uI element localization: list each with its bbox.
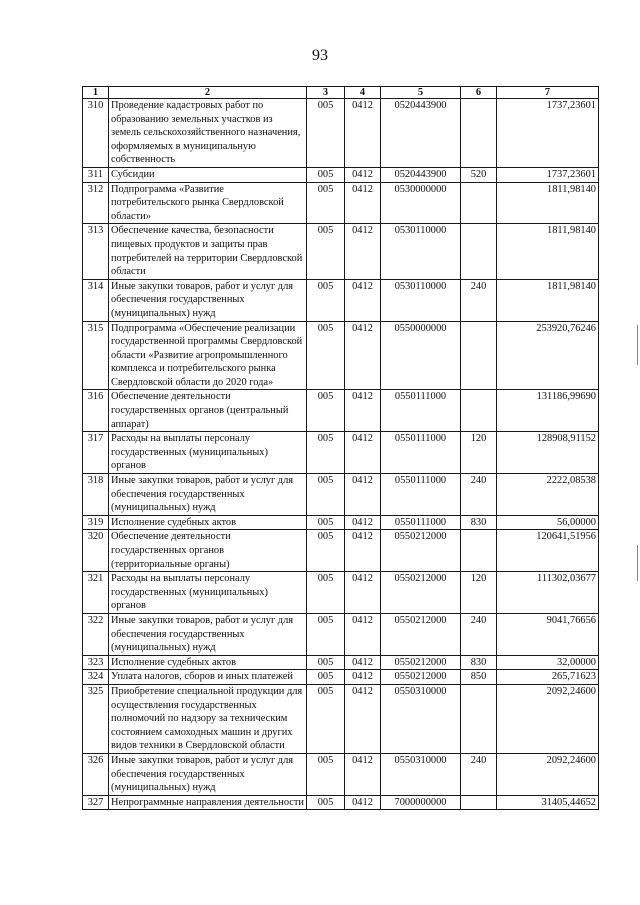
table-row bbox=[83, 613, 599, 655]
header-cell: 4 bbox=[345, 87, 381, 99]
row-number-cell: 313 bbox=[83, 224, 109, 279]
row-name-cell: Уплата налогов, сборов и иных платежей bbox=[109, 670, 307, 685]
row-admin-code-cell: 005 bbox=[307, 279, 345, 321]
row-expense-type-cell bbox=[461, 684, 497, 753]
row-admin-code-cell: 005 bbox=[307, 684, 345, 753]
row-name-cell: Расходы на выплаты персоналу государственных (муниципальных) органов bbox=[109, 572, 307, 614]
row-number-cell: 310 bbox=[83, 99, 109, 168]
row-target-code-cell: 0550212000 bbox=[381, 613, 461, 655]
row-amount-cell: 128908,91152 bbox=[497, 432, 599, 474]
row-section-code-cell: 0412 bbox=[345, 670, 381, 685]
row-target-code-cell: 0530000000 bbox=[381, 182, 461, 224]
row-number-cell: 321 bbox=[83, 572, 109, 614]
row-name-cell: Приобретение специальной продукции для осуществления государственных полномочий по надзору за техническим состоянием самоходных машин и других видов техники в Свердловской области bbox=[109, 684, 307, 753]
header-cell: 7 bbox=[497, 87, 599, 99]
row-amount-cell: 9041,76656 bbox=[497, 613, 599, 655]
row-target-code-cell: 0520443900 bbox=[381, 99, 461, 168]
row-expense-type-cell bbox=[461, 224, 497, 279]
table-row bbox=[83, 530, 599, 572]
row-amount-cell: 120641,51956 bbox=[497, 530, 599, 572]
row-admin-code-cell: 005 bbox=[307, 670, 345, 685]
row-number-cell: 322 bbox=[83, 613, 109, 655]
row-expense-type-cell bbox=[461, 321, 497, 390]
row-expense-type-cell bbox=[461, 795, 497, 810]
row-section-code-cell: 0412 bbox=[345, 613, 381, 655]
scan-edge-mark bbox=[637, 545, 638, 581]
row-expense-type-cell: 240 bbox=[461, 613, 497, 655]
row-name-cell: Иные закупки товаров, работ и услуг для обеспечения государственных (муниципальных) нужд bbox=[109, 474, 307, 516]
row-target-code-cell: 0530110000 bbox=[381, 224, 461, 279]
row-name-cell: Подпрограмма «Развитие потребительского рынка Свердловской области» bbox=[109, 182, 307, 224]
row-admin-code-cell: 005 bbox=[307, 182, 345, 224]
row-expense-type-cell: 240 bbox=[461, 753, 497, 795]
table-row bbox=[83, 182, 599, 224]
row-section-code-cell: 0412 bbox=[345, 795, 381, 810]
row-expense-type-cell: 240 bbox=[461, 474, 497, 516]
row-amount-cell: 32,00000 bbox=[497, 655, 599, 670]
row-amount-cell: 2222,08538 bbox=[497, 474, 599, 516]
row-number-cell: 311 bbox=[83, 167, 109, 182]
header-cell: 3 bbox=[307, 87, 345, 99]
row-section-code-cell: 0412 bbox=[345, 279, 381, 321]
row-section-code-cell: 0412 bbox=[345, 515, 381, 530]
row-admin-code-cell: 005 bbox=[307, 613, 345, 655]
row-amount-cell: 1811,98140 bbox=[497, 224, 599, 279]
table-row bbox=[83, 224, 599, 279]
row-admin-code-cell: 005 bbox=[307, 432, 345, 474]
row-expense-type-cell bbox=[461, 390, 497, 432]
row-admin-code-cell: 005 bbox=[307, 224, 345, 279]
row-target-code-cell: 0550111000 bbox=[381, 515, 461, 530]
table-row bbox=[83, 474, 599, 516]
row-amount-cell: 31405,44652 bbox=[497, 795, 599, 810]
row-admin-code-cell: 005 bbox=[307, 515, 345, 530]
row-target-code-cell: 0550310000 bbox=[381, 684, 461, 753]
row-amount-cell: 131186,99690 bbox=[497, 390, 599, 432]
row-target-code-cell: 0550111000 bbox=[381, 474, 461, 516]
row-target-code-cell: 0520443900 bbox=[381, 167, 461, 182]
row-target-code-cell: 0550310000 bbox=[381, 753, 461, 795]
row-name-cell: Расходы на выплаты персоналу государственных (муниципальных) органов bbox=[109, 432, 307, 474]
row-number-cell: 325 bbox=[83, 684, 109, 753]
row-number-cell: 318 bbox=[83, 474, 109, 516]
row-amount-cell: 2092,24600 bbox=[497, 684, 599, 753]
row-section-code-cell: 0412 bbox=[345, 432, 381, 474]
row-number-cell: 319 bbox=[83, 515, 109, 530]
row-amount-cell: 2092,24600 bbox=[497, 753, 599, 795]
row-number-cell: 316 bbox=[83, 390, 109, 432]
row-name-cell: Обеспечение качества, безопасности пищевых продуктов и защиты прав потребителей на территории Свердловской области bbox=[109, 224, 307, 279]
row-expense-type-cell: 520 bbox=[461, 167, 497, 182]
row-amount-cell: 56,00000 bbox=[497, 515, 599, 530]
row-number-cell: 312 bbox=[83, 182, 109, 224]
row-name-cell: Исполнение судебных актов bbox=[109, 655, 307, 670]
row-target-code-cell: 0550212000 bbox=[381, 530, 461, 572]
row-expense-type-cell: 830 bbox=[461, 515, 497, 530]
row-target-code-cell: 0550111000 bbox=[381, 432, 461, 474]
row-number-cell: 324 bbox=[83, 670, 109, 685]
row-name-cell: Иные закупки товаров, работ и услуг для обеспечения государственных (муниципальных) нужд bbox=[109, 613, 307, 655]
row-expense-type-cell bbox=[461, 182, 497, 224]
row-number-cell: 315 bbox=[83, 321, 109, 390]
table-row bbox=[83, 670, 599, 685]
table-row bbox=[83, 572, 599, 614]
row-expense-type-cell: 120 bbox=[461, 432, 497, 474]
row-expense-type-cell: 120 bbox=[461, 572, 497, 614]
row-target-code-cell: 7000000000 bbox=[381, 795, 461, 810]
row-name-cell: Обеспечение деятельности государственных органов (территориальные органы) bbox=[109, 530, 307, 572]
row-expense-type-cell: 830 bbox=[461, 655, 497, 670]
row-section-code-cell: 0412 bbox=[345, 224, 381, 279]
table-row bbox=[83, 753, 599, 795]
row-expense-type-cell: 240 bbox=[461, 279, 497, 321]
table-row bbox=[83, 795, 599, 810]
row-name-cell: Подпрограмма «Обеспечение реализации государственной программы Свердловской области «Развитие агропромышленного комплекса и потребительского рынка Свердловской области до 2020 года» bbox=[109, 321, 307, 390]
row-admin-code-cell: 005 bbox=[307, 655, 345, 670]
row-number-cell: 320 bbox=[83, 530, 109, 572]
row-section-code-cell: 0412 bbox=[345, 474, 381, 516]
row-admin-code-cell: 005 bbox=[307, 99, 345, 168]
row-target-code-cell: 0530110000 bbox=[381, 279, 461, 321]
row-section-code-cell: 0412 bbox=[345, 684, 381, 753]
row-admin-code-cell: 005 bbox=[307, 572, 345, 614]
row-target-code-cell: 0550212000 bbox=[381, 655, 461, 670]
row-section-code-cell: 0412 bbox=[345, 99, 381, 168]
row-amount-cell: 265,71623 bbox=[497, 670, 599, 685]
row-admin-code-cell: 005 bbox=[307, 474, 345, 516]
row-amount-cell: 253920,76246 bbox=[497, 321, 599, 390]
row-name-cell: Проведение кадастровых работ по образованию земельных участков из земель сельскохозяйственного назначения, оформляемых в муниципальную собственность bbox=[109, 99, 307, 168]
table-row bbox=[83, 432, 599, 474]
header-row bbox=[83, 87, 599, 99]
scan-edge-mark bbox=[637, 325, 638, 365]
row-admin-code-cell: 005 bbox=[307, 795, 345, 810]
table-row bbox=[83, 321, 599, 390]
row-number-cell: 326 bbox=[83, 753, 109, 795]
row-name-cell: Непрограммные направления деятельности bbox=[109, 795, 307, 810]
row-admin-code-cell: 005 bbox=[307, 753, 345, 795]
header-cell: 1 bbox=[83, 87, 109, 99]
row-expense-type-cell: 850 bbox=[461, 670, 497, 685]
header-cell: 2 bbox=[109, 87, 307, 99]
table-row bbox=[83, 515, 599, 530]
row-admin-code-cell: 005 bbox=[307, 321, 345, 390]
row-admin-code-cell: 005 bbox=[307, 167, 345, 182]
row-name-cell: Иные закупки товаров, работ и услуг для обеспечения государственных (муниципальных) нужд bbox=[109, 279, 307, 321]
row-target-code-cell: 0550212000 bbox=[381, 670, 461, 685]
table-row bbox=[83, 684, 599, 753]
table-row bbox=[83, 99, 599, 168]
row-number-cell: 327 bbox=[83, 795, 109, 810]
row-name-cell: Исполнение судебных актов bbox=[109, 515, 307, 530]
budget-table bbox=[82, 86, 599, 810]
row-target-code-cell: 0550212000 bbox=[381, 572, 461, 614]
row-amount-cell: 1811,98140 bbox=[497, 279, 599, 321]
table-row bbox=[83, 655, 599, 670]
row-name-cell: Иные закупки товаров, работ и услуг для обеспечения государственных (муниципальных) нужд bbox=[109, 753, 307, 795]
table-row bbox=[83, 279, 599, 321]
row-section-code-cell: 0412 bbox=[345, 753, 381, 795]
row-section-code-cell: 0412 bbox=[345, 572, 381, 614]
table-row bbox=[83, 167, 599, 182]
row-section-code-cell: 0412 bbox=[345, 321, 381, 390]
row-amount-cell: 111302,03677 bbox=[497, 572, 599, 614]
header-cell: 6 bbox=[461, 87, 497, 99]
row-expense-type-cell bbox=[461, 99, 497, 168]
row-expense-type-cell bbox=[461, 530, 497, 572]
header-cell: 5 bbox=[381, 87, 461, 99]
row-number-cell: 323 bbox=[83, 655, 109, 670]
row-admin-code-cell: 005 bbox=[307, 530, 345, 572]
row-number-cell: 314 bbox=[83, 279, 109, 321]
page-number: 93 bbox=[312, 47, 328, 64]
row-target-code-cell: 0550111000 bbox=[381, 390, 461, 432]
row-amount-cell: 1737,23601 bbox=[497, 167, 599, 182]
row-name-cell: Субсидии bbox=[109, 167, 307, 182]
row-section-code-cell: 0412 bbox=[345, 530, 381, 572]
table-row bbox=[83, 390, 599, 432]
row-section-code-cell: 0412 bbox=[345, 167, 381, 182]
row-section-code-cell: 0412 bbox=[345, 390, 381, 432]
row-name-cell: Обеспечение деятельности государственных органов (центральный аппарат) bbox=[109, 390, 307, 432]
row-amount-cell: 1811,98140 bbox=[497, 182, 599, 224]
row-section-code-cell: 0412 bbox=[345, 655, 381, 670]
row-section-code-cell: 0412 bbox=[345, 182, 381, 224]
row-admin-code-cell: 005 bbox=[307, 390, 345, 432]
row-number-cell: 317 bbox=[83, 432, 109, 474]
row-amount-cell: 1737,23601 bbox=[497, 99, 599, 168]
row-target-code-cell: 0550000000 bbox=[381, 321, 461, 390]
